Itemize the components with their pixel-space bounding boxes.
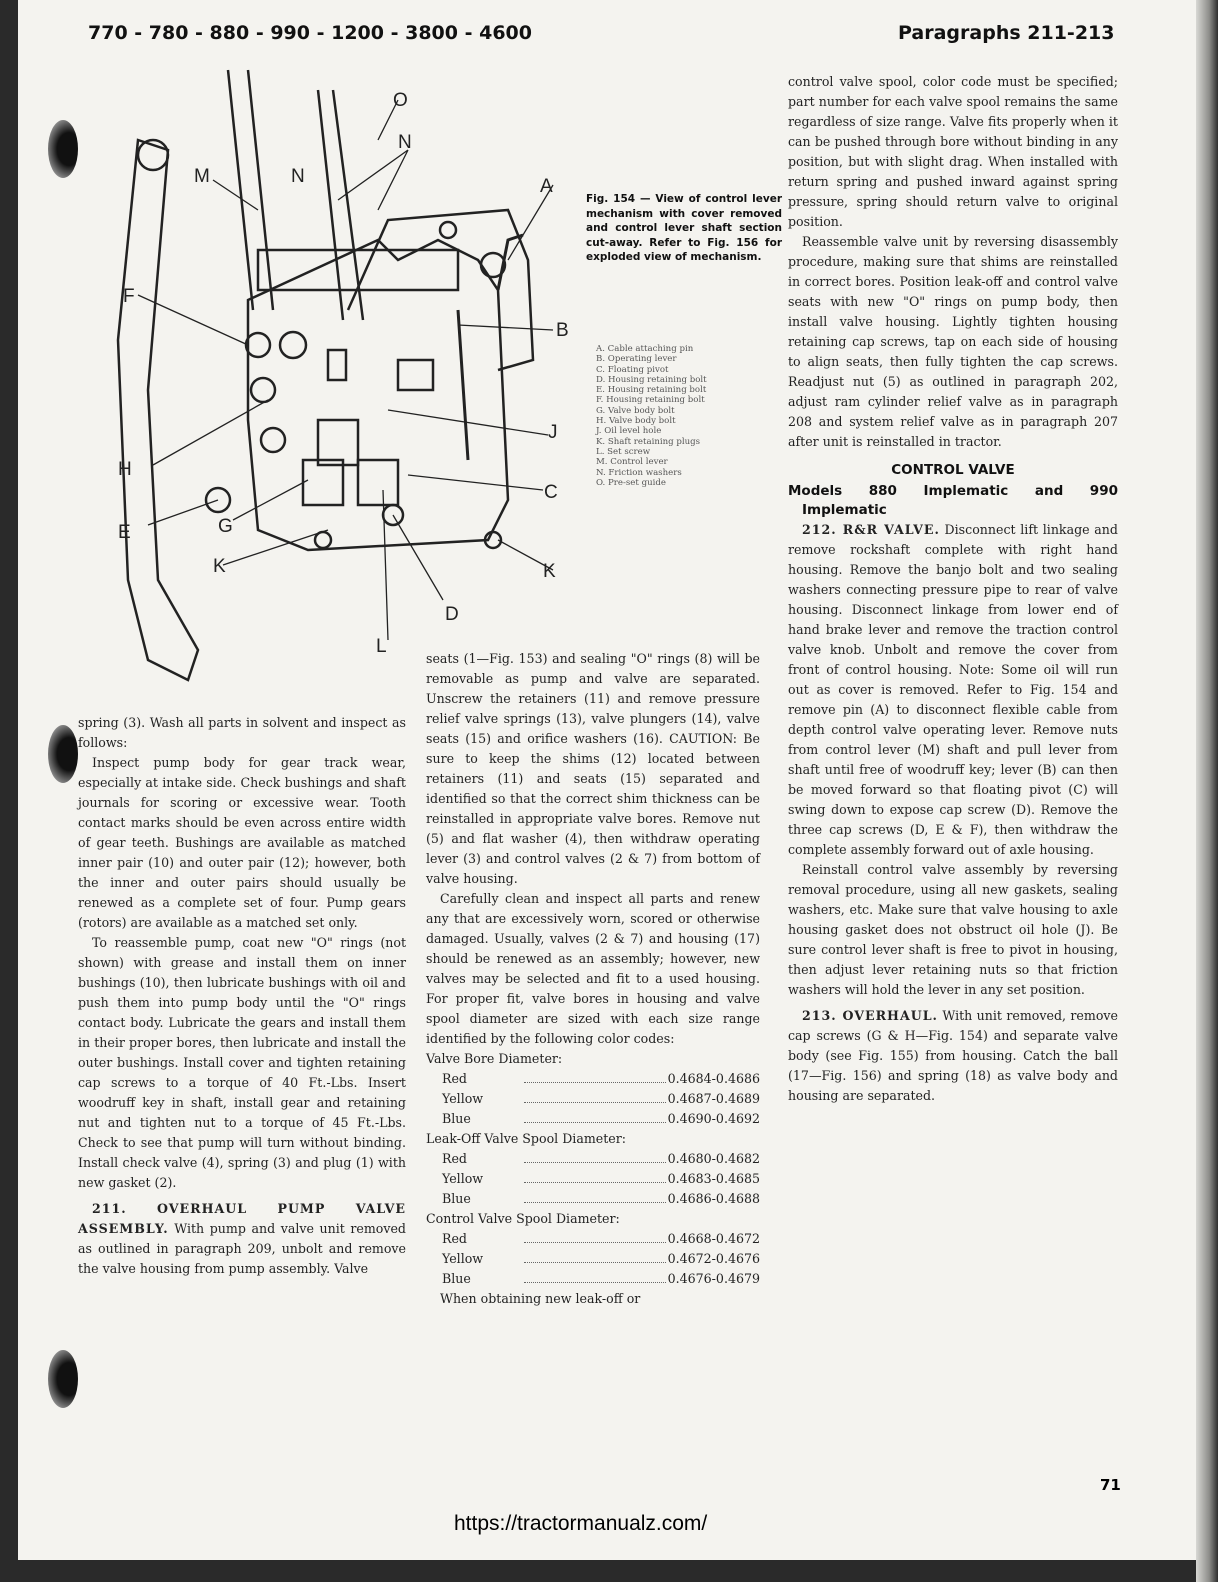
callout-d: D xyxy=(445,604,459,625)
paragraph: Inspect pump body for gear track wear, especially at intake side. Check bushings and shaft journals for scoring or excessive wear. Tooth contact marks should be even across entire width of gear teeth. Bushings are available as matched inner pair (10) and outer pair (12); however, both the inner and outer pairs should usually be renewed as a complete set of four. Pump gears (rotors) are available as a matched set only. xyxy=(78,755,406,930)
legend-item: O. Pre-set guide xyxy=(596,477,666,488)
right-column xyxy=(788,72,1118,1106)
spec-color: Red xyxy=(442,1071,467,1086)
callout-h: H xyxy=(118,459,132,480)
spec-color: Red xyxy=(442,1231,467,1246)
paragraph: Carefully clean and inspect all parts and renew any that are excessively worn, scored or otherwise damaged. Usually, valves (2 & 7) and housing (17) should be renewed as an assembly; however, new valves may be selected and fit to a used housing. For proper fit, valve bores in housing and valve spool diameter are sized with each size range identified by the following color codes: xyxy=(426,891,760,1046)
callout-j: J xyxy=(548,422,558,443)
callout-k: K xyxy=(543,561,556,582)
spec-value: 0.4686-0.4688 xyxy=(667,1191,760,1206)
binder-hole xyxy=(48,725,78,783)
spec-value: 0.4680-0.4682 xyxy=(667,1151,760,1166)
legend-item: N. Friction washers xyxy=(596,467,682,478)
spec-title: Valve Bore Diameter: xyxy=(426,1051,563,1066)
legend-item: A. Cable attaching pin xyxy=(596,344,694,354)
figure-caption: Fig. 154 — View of control lever mechanism with cover removed and control lever shaft section cut-away. Refer to Fig. 156 for exploded view of mechanism. xyxy=(586,193,782,263)
paragraph: Reinstall control valve assembly by reversing removal procedure, using all new gaskets, sealing washers, etc. Make sure that valve housing to axle housing gasket does not obstruct oil hole (J). Be sure control lever shaft is free to pivot in housing, then adjust lever retaining nuts so that friction washers will hold the lever in any set position. xyxy=(788,862,1118,997)
legend-item: B. Operating lever xyxy=(596,354,677,365)
para-212-text: Disconnect lift linkage and remove rockshaft complete with right hand housing. Remove the banjo bolt and two sealing washers connecting pressure pipe to rear of valve housing. Disconnect linkage from lower end of hand brake lever and remove the traction control valve knob. Unbolt and remove the cover from front of control housing. Note: Some oil will run out as cover is removed. Refer to Fig. 154 and remove pin (A) to disconnect flexible cable from depth control valve operating lever. Remove nuts from control lever (M) shaft and pull lever from shaft until free of woodruff key; lever (B) can then be moved forward so that floating pivot (C) will swing down to expose cap screw (D). Remove the three cap screws (D, E & F), then withdraw the complete assembly forward out of axle housing. xyxy=(788,522,1118,857)
binder-hole xyxy=(48,1350,78,1408)
legend-item: J. Oil level hole xyxy=(596,426,662,437)
para-211-text: With pump and valve unit removed as outlined in paragraph 209, unbolt and remove the valve housing from pump assembly. Valve xyxy=(78,1221,406,1276)
spec-color: Blue xyxy=(442,1111,471,1126)
callout-f: F xyxy=(123,286,135,307)
paragraph: When obtaining new leak-off or xyxy=(440,1291,641,1306)
paragraph: spring (3). Wash all parts in solvent and inspect as follows: xyxy=(78,715,406,750)
spec-color: Blue xyxy=(442,1191,471,1206)
spec-color: Yellow xyxy=(442,1251,484,1266)
figure-legend xyxy=(596,344,786,488)
spec-valve-bore xyxy=(426,1049,760,1129)
callout-c: C xyxy=(544,482,558,503)
paragraph: seats (1—Fig. 153) and sealing "O" rings (8) will be removable as pump and valve are separated. Unscrew the retainers (11) and remove pressure relief valve springs (13), valve plungers (14), valve seats (15) and orifice washers (16). CAUTION: Be sure to keep the shims (12) located between retainers (11) and seats (15) separated and identified so that the correct shim thickness can be reinstalled in appropriate valve bores. Remove nut (5) and flat washer (4), then withdraw operating lever (3) and control valves (2 & 7) from bottom of valve housing. xyxy=(426,651,760,886)
spec-color: Yellow xyxy=(442,1091,484,1106)
spec-value: 0.4690-0.4692 xyxy=(667,1111,760,1126)
section-title: CONTROL VALVE xyxy=(891,462,1015,478)
left-column xyxy=(78,713,406,1279)
para-213-text: With unit removed, remove cap screws (G & H—Fig. 154) and separate valve body (see Fig. 155) from housing. Catch the ball (17—Fig. 156) and spring (18) as valve body and housing are separated. xyxy=(788,1008,1118,1103)
legend-item: D. Housing retaining bolt xyxy=(596,374,707,385)
page-number: 71 xyxy=(1100,1476,1121,1494)
spec-value: 0.4676-0.4679 xyxy=(667,1271,760,1286)
manual-page xyxy=(18,0,1198,1560)
legend-item: C. Floating pivot xyxy=(596,364,669,375)
legend-item: M. Control lever xyxy=(596,457,668,468)
binder-hole xyxy=(48,120,78,178)
middle-column xyxy=(426,649,760,1309)
callout-a: A xyxy=(540,176,553,197)
legend-item: K. Shaft retaining plugs xyxy=(596,436,701,447)
figure-154-diagram xyxy=(78,60,578,700)
callout-b: B xyxy=(556,320,569,341)
para-212-heading: 212. R&R VALVE. xyxy=(802,522,940,537)
callout-m: M xyxy=(194,166,210,187)
callout-g: G xyxy=(218,516,233,537)
spec-title: Control Valve Spool Diameter: xyxy=(426,1211,620,1226)
spec-color: Yellow xyxy=(442,1171,484,1186)
callout-n: N xyxy=(398,132,412,153)
legend-item: L. Set screw xyxy=(596,446,651,457)
legend-item: H. Valve body bolt xyxy=(596,416,676,427)
legend-item: F. Housing retaining bolt xyxy=(596,395,705,406)
footer-url[interactable]: https://tractormanualz.com/ xyxy=(454,1512,708,1535)
paragraph: To reassemble pump, coat new "O" rings (not shown) with grease and install them on inner bushings (10), then lubricate bushings with oil and push them into pump body until the "O" rings contact body. Lubricate the gears and install them in their proper bores, then lubricate and install the outer bushings. Install cover and tighten retaining cap screws to a torque of 40 Ft.-Lbs. Insert woodruff key in shaft, install gear and retaining nut and tighten nut to a torque of 45 Ft.-Lbs. Check to see that pump will turn without binding. Install check valve (4), spring (3) and plug (1) with new gasket (2). xyxy=(78,935,406,1190)
paragraph-212 xyxy=(788,520,1118,860)
spec-value: 0.4687-0.4689 xyxy=(667,1091,760,1106)
legend-item: E. Housing retaining bolt xyxy=(596,385,707,396)
paragraph-213 xyxy=(788,1006,1118,1106)
header-paragraphs: Paragraphs 211-213 xyxy=(898,22,1115,44)
para-213-heading: 213. OVERHAUL. xyxy=(802,1008,938,1023)
spec-value: 0.4668-0.4672 xyxy=(667,1231,760,1246)
paragraph: control valve spool, color code must be specified; part number for each valve spool remains the same regardless of size range. Valve fits properly when it can be pushed through bore without binding in any position, but with slight drag. When installed with return spring and pushed inward against spring pressure, spring should return valve to original position. xyxy=(788,74,1118,229)
paragraph-211 xyxy=(78,1199,406,1279)
paragraph: Reassemble valve unit by reversing disassembly procedure, making sure that shims are reinstalled in correct bores. Position leak-off and control valve seats with new "O" rings on pump body, then install valve housing. Lightly tighten housing retaining cap screws, tap on each side of housing to align seats, then fully tighten the cap screws. Readjust nut (5) as outlined in paragraph 202, adjust ram cylinder relief valve as in paragraph 208 and system relief valve as in paragraph 207 after unit is reinstalled in tractor. xyxy=(788,234,1118,449)
spec-title: Leak-Off Valve Spool Diameter: xyxy=(426,1131,626,1146)
para-211-heading: 211. OVERHAUL PUMP VALVE ASSEMBLY. xyxy=(78,1201,406,1236)
spec-color: Red xyxy=(442,1151,467,1166)
legend-item: G. Valve body bolt xyxy=(596,405,675,416)
spec-control-spool xyxy=(426,1209,760,1289)
callout-n: N xyxy=(291,166,305,187)
callout-e: E xyxy=(118,522,131,543)
spec-color: Blue xyxy=(442,1271,471,1286)
spec-value: 0.4672-0.4676 xyxy=(667,1251,760,1266)
callout-k: K xyxy=(213,556,226,577)
section-subtitle: Models 880 Implematic and 990 Implematic xyxy=(788,483,1118,518)
page-edge-shadow xyxy=(1196,0,1218,1582)
callout-l: L xyxy=(376,636,387,657)
spec-leak-off-spool xyxy=(426,1129,760,1209)
header-models: 770 - 780 - 880 - 990 - 1200 - 3800 - 4600 xyxy=(88,22,532,44)
callout-o: O xyxy=(393,90,408,111)
spec-value: 0.4683-0.4685 xyxy=(667,1171,760,1186)
spec-value: 0.4684-0.4686 xyxy=(667,1071,760,1086)
